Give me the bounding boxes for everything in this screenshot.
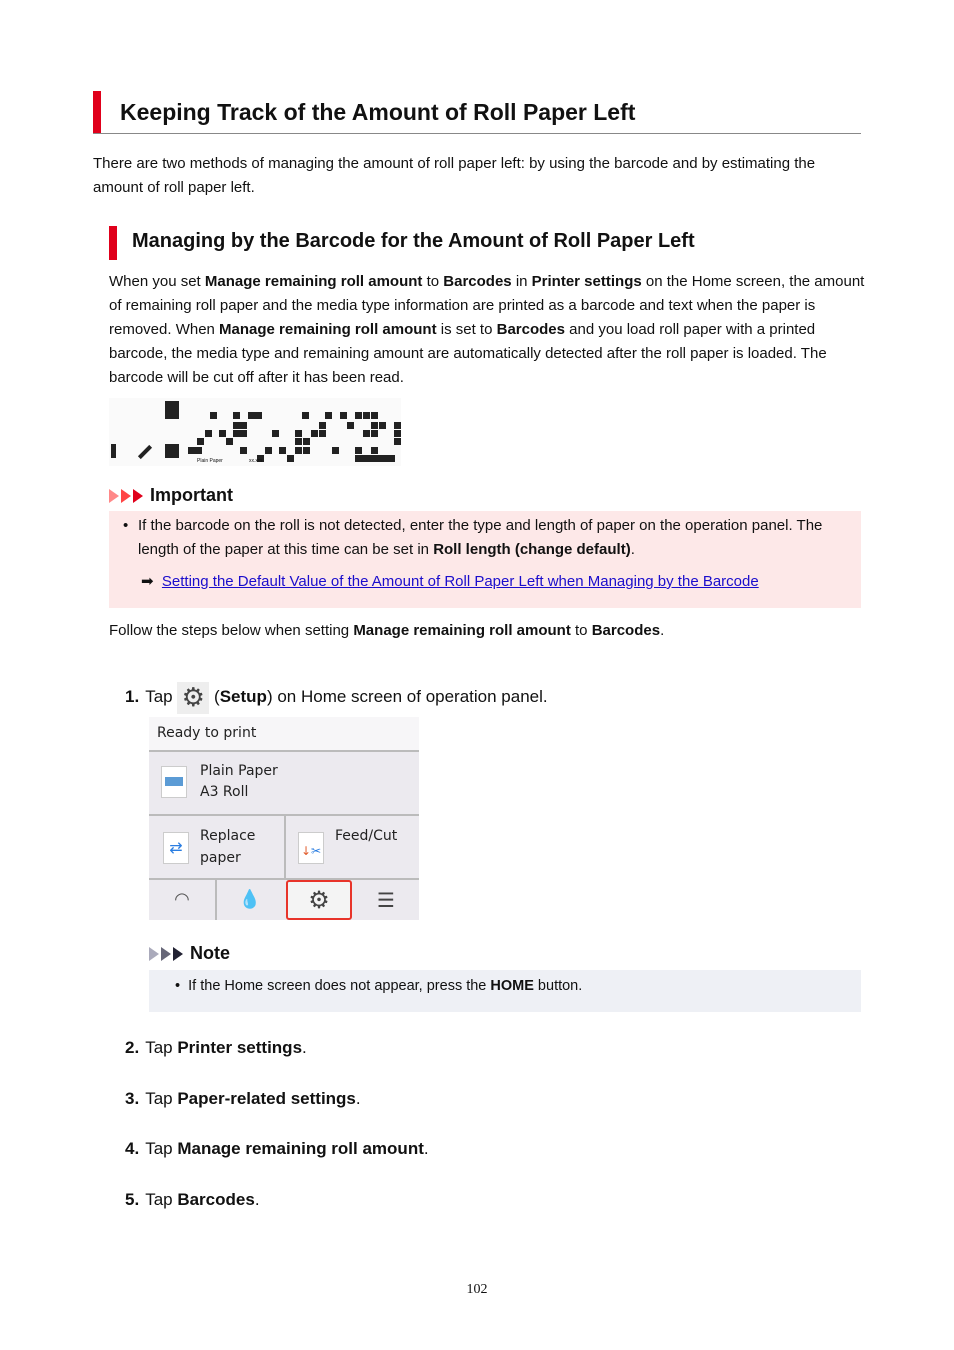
follow-text: Follow the steps below when setting Manage remaining roll amount to Barcodes. xyxy=(109,622,665,639)
step-3: 3. Tap Paper-related settings. xyxy=(125,1089,361,1108)
important-heading: Important xyxy=(109,485,233,506)
step-5: 5. Tap Barcodes. xyxy=(125,1190,260,1209)
intro-text: There are two methods of managing the amount of roll paper left: by using the barcode and by estimating the amount of roll paper left. xyxy=(93,155,816,196)
operation-panel-home-screen xyxy=(149,717,419,920)
feed-cut-icon: ↓✂ xyxy=(298,832,324,864)
replace-paper-button[interactable]: ⇄ Replace paper xyxy=(149,816,286,880)
feed-cut-button[interactable]: ↓✂ Feed/Cut xyxy=(286,816,419,880)
note-heading: Note xyxy=(149,943,230,964)
wifi-icon[interactable]: ◠ xyxy=(149,880,217,920)
paper-icon xyxy=(161,766,187,798)
default-roll-value-link[interactable]: Setting the Default Value of the Amount of Roll Paper Left when Managing by the Barcode xyxy=(161,573,759,590)
page-title xyxy=(93,91,861,134)
replace-arrows-icon: ⇄ xyxy=(163,832,189,864)
barcode-image xyxy=(109,398,401,466)
page-number: 102 xyxy=(466,1282,488,1297)
status-text: Ready to print xyxy=(157,725,257,741)
barcode-label-media: Plain Paper xyxy=(197,458,223,464)
important-chevron-icon xyxy=(109,485,145,505)
important-text: • If the barcode on the roll is not detected, enter the type and length of paper on the operation panel. The length of the paper at this time can be set in Roll length (change default). xyxy=(123,517,823,558)
section-paragraph: When you set Manage remaining roll amount to Barcodes in Printer settings on the Home screen, the amount of remaining roll paper and the media type information are printed as a barcode and text when the paper is removed. When Manage remaining roll amount is set to Barcodes and you load roll paper with a printed barcode, the media type and remaining amount are automatically detected after the roll paper is loaded. The barcode will be cut off after it has been read. xyxy=(109,273,865,386)
note-box xyxy=(149,970,861,1012)
section-title-text: Managing by the Barcode for the Amount of Roll Paper Left xyxy=(132,230,695,252)
step-4: 4. Tap Manage remaining roll amount. xyxy=(125,1139,429,1158)
step-1: 1. Tap ⚙ (Setup) on Home screen of operation panel. xyxy=(125,682,548,712)
setup-gear-icon[interactable]: ⚙ xyxy=(286,880,352,920)
paper-info-button[interactable]: Plain Paper A3 Roll xyxy=(149,752,419,816)
important-box xyxy=(109,511,861,608)
step-2: 2. Tap Printer settings. xyxy=(125,1038,307,1057)
note-text: • If the Home screen does not appear, press the HOME button. xyxy=(175,978,583,994)
page-title-text: Keeping Track of the Amount of Roll Paper Left xyxy=(120,99,636,125)
barcode-label-amount: xx.xm xyxy=(249,458,263,464)
ink-drop-icon[interactable]: 💧 xyxy=(238,889,262,910)
arrow-right-icon: ➡ xyxy=(141,573,154,590)
list-menu-icon[interactable]: ☰ xyxy=(377,888,395,912)
note-chevron-icon xyxy=(149,943,185,963)
setup-gear-icon: ⚙ xyxy=(177,682,209,714)
